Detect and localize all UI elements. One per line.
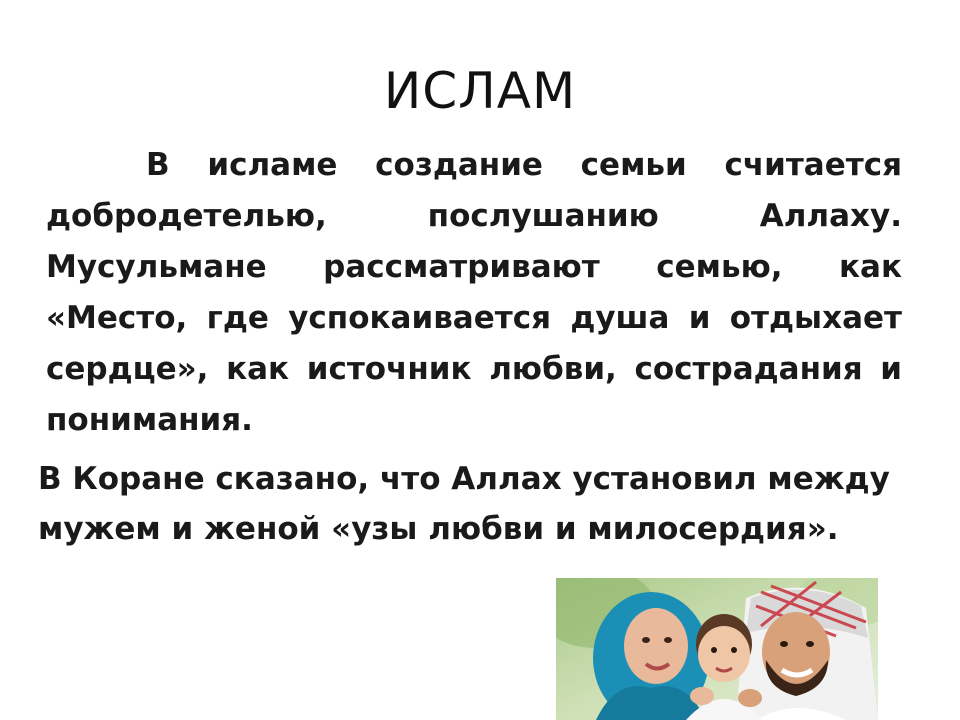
- paragraph-quran-quote: В Коране сказано, что Аллах установил между мужем и женой «узы любви и милосердия».: [38, 461, 890, 547]
- paragraph-family-virtue: В исламе создание семьи считается добродетелью, послушанию Аллаху. Мусульмане рассматривают семью, как «Место, где успокаивается душа и отдыхает сердце», как источник любви, сострадания и понимания.: [46, 147, 902, 438]
- family-photo: [556, 578, 878, 720]
- slide-title: ИСЛАМ: [383, 62, 577, 120]
- slide-body: [38, 140, 902, 554]
